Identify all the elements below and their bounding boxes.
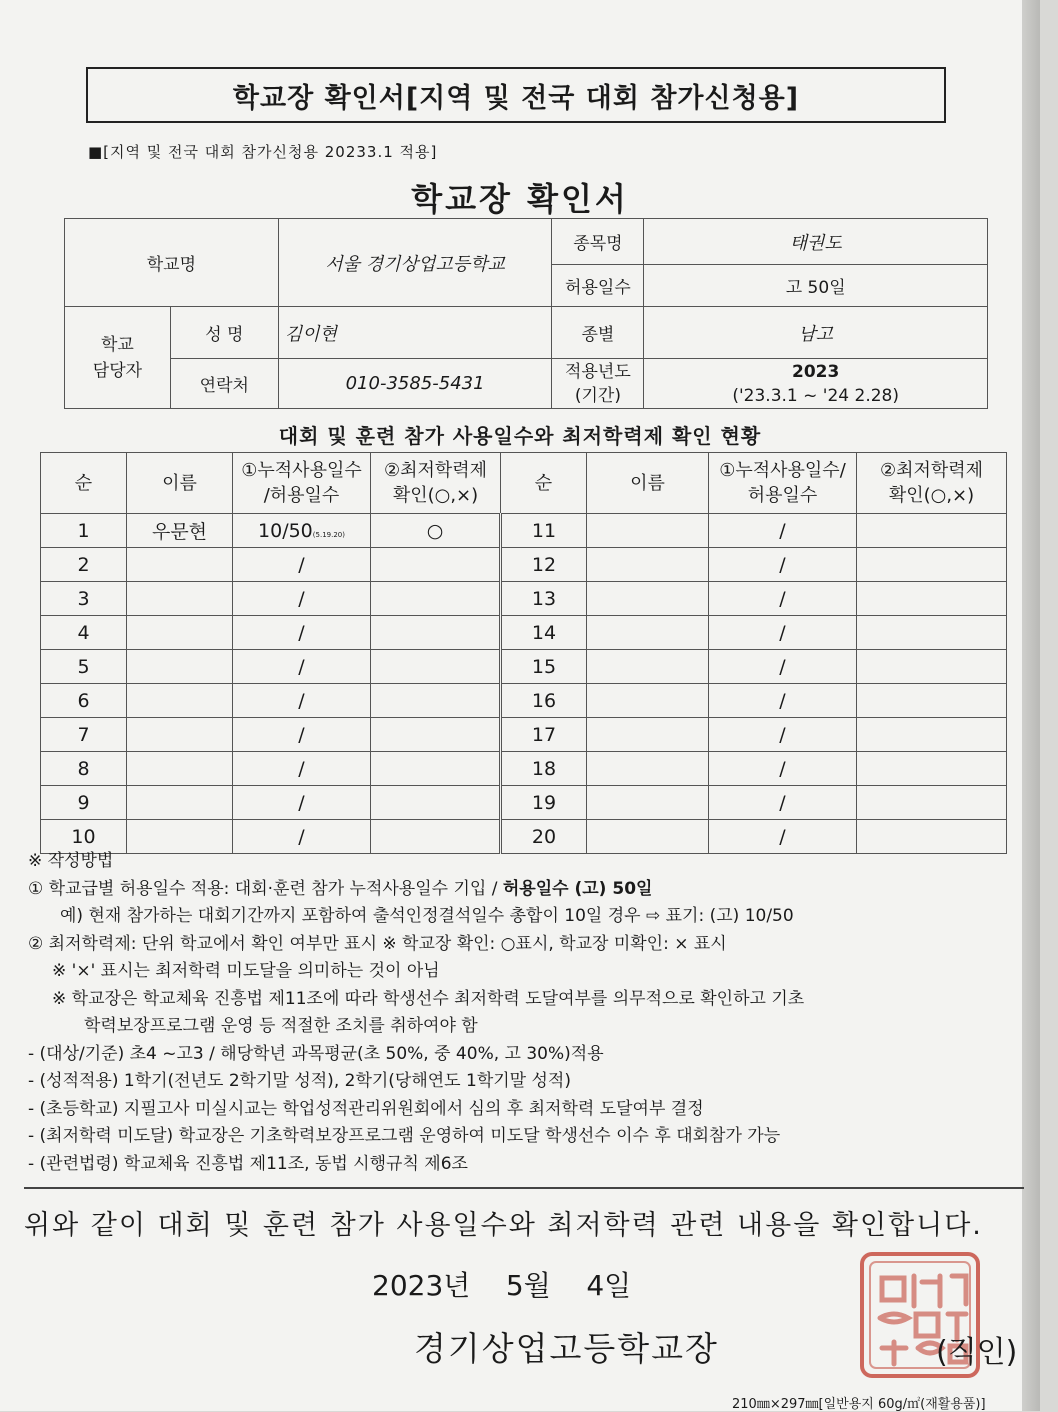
row-number-text: 18 bbox=[531, 757, 557, 780]
col-header: 순 bbox=[501, 453, 587, 514]
days-used-text: / bbox=[779, 689, 786, 712]
days-used-text: / bbox=[298, 689, 305, 712]
row-number-text: 14 bbox=[531, 621, 557, 644]
min-academic-check bbox=[857, 786, 1007, 820]
col-header: 순 bbox=[41, 453, 127, 514]
min-academic-check bbox=[371, 684, 501, 718]
manager-label: 학교 담당자 bbox=[65, 307, 171, 409]
table-row bbox=[41, 786, 1007, 820]
athlete-name bbox=[127, 684, 233, 718]
table-row bbox=[41, 752, 1007, 786]
table-row bbox=[41, 582, 1007, 616]
days-used-text: / bbox=[779, 757, 786, 780]
athlete-name bbox=[127, 650, 233, 684]
table-row bbox=[41, 718, 1007, 752]
sport-label: 종목명 bbox=[552, 219, 644, 265]
days-used-text: / bbox=[298, 587, 305, 610]
days-used bbox=[233, 548, 371, 582]
row-number bbox=[501, 718, 587, 752]
row-number bbox=[41, 548, 127, 582]
confirmation-statement: 위와 같이 대회 및 훈련 참가 사용일수와 최저학력 관련 내용을 확인합니다. bbox=[24, 1210, 983, 1241]
athlete-name bbox=[127, 752, 233, 786]
min-academic-check bbox=[857, 752, 1007, 786]
col-header: ②최저학력제 확인(○,×) bbox=[857, 453, 1007, 514]
guide-text: ① 학교급별 허용일수 적용: 대회·훈련 참가 누적사용일수 기입 / bbox=[28, 878, 498, 899]
min-academic-check-text: ○ bbox=[426, 519, 444, 542]
guide-item: ② 최저학력제: 단위 학교에서 확인 여부만 표시 ※ 학교장 확인: ○표시, 학교장 미확인: × 표시 bbox=[28, 933, 727, 954]
days-used-text: / bbox=[779, 519, 786, 542]
row-number-text: 19 bbox=[531, 791, 557, 814]
athlete-name bbox=[127, 616, 233, 650]
row-number bbox=[501, 650, 587, 684]
min-academic-check bbox=[371, 582, 501, 616]
year-value: 2023 bbox=[792, 361, 840, 382]
guide-item: - (초등학교) 지필고사 미실시교는 학업성적관리위원회에서 심의 후 최저학력 도달여부 결정 bbox=[28, 1098, 704, 1119]
col-header: ①누적사용일수/ 허용일수 bbox=[709, 453, 857, 514]
allowed-days-value: 고 50일 bbox=[644, 265, 988, 307]
min-academic-check bbox=[371, 752, 501, 786]
writing-guide bbox=[28, 848, 1028, 1178]
athlete-table bbox=[40, 452, 1007, 854]
days-used bbox=[709, 684, 857, 718]
guide-item: - (대상/기준) 초4 ~고3 / 해당학년 과목평균(초 50%, 중 40%, 고 30%)적용 bbox=[28, 1043, 604, 1064]
divider bbox=[24, 1187, 1024, 1189]
row-number bbox=[41, 514, 127, 548]
days-used-text: / bbox=[779, 791, 786, 814]
min-academic-check bbox=[857, 650, 1007, 684]
days-used bbox=[709, 582, 857, 616]
row-number bbox=[41, 718, 127, 752]
row-number-text: 11 bbox=[531, 519, 557, 542]
days-used bbox=[233, 582, 371, 616]
athlete-name-text: 우문현 bbox=[151, 521, 208, 543]
days-used bbox=[233, 616, 371, 650]
min-academic-check bbox=[371, 616, 501, 650]
min-academic-check bbox=[371, 548, 501, 582]
min-academic-check bbox=[857, 718, 1007, 752]
days-used bbox=[709, 548, 857, 582]
row-number-text: 20 bbox=[531, 825, 557, 848]
min-academic-check bbox=[371, 786, 501, 820]
row-number-text: 17 bbox=[531, 723, 557, 746]
athlete-name bbox=[587, 616, 709, 650]
days-used bbox=[233, 786, 371, 820]
year-label: 적용년도 (기간) bbox=[552, 359, 644, 409]
days-used bbox=[709, 514, 857, 548]
guide-item: ※ 학교장은 학교체육 진흥법 제11조에 따라 학생선수 최저학력 도달여부를 의무적으로 확인하고 기초 bbox=[52, 988, 805, 1009]
col-header: 이름 bbox=[127, 453, 233, 514]
school-name-value: 서울 경기상업고등학교 bbox=[278, 219, 552, 307]
days-used-text: / bbox=[779, 825, 786, 848]
min-academic-check bbox=[371, 514, 501, 548]
min-academic-check bbox=[857, 582, 1007, 616]
row-number-text: 1 bbox=[77, 519, 90, 542]
row-number bbox=[41, 650, 127, 684]
row-number bbox=[41, 582, 127, 616]
section-title: 대회 및 훈련 참가 사용일수와 최저학력제 확인 현황 bbox=[278, 424, 762, 448]
gender-label: 종별 bbox=[552, 307, 644, 359]
athlete-name bbox=[127, 514, 233, 548]
athlete-name bbox=[127, 548, 233, 582]
days-used-text: / bbox=[779, 587, 786, 610]
days-note: (5.19.20) bbox=[312, 530, 345, 539]
form-subnote: ■[지역 및 전국 대회 참가신청용 20233.1 적용] bbox=[88, 143, 438, 161]
row-number-text: 16 bbox=[531, 689, 557, 712]
athlete-name bbox=[587, 582, 709, 616]
row-number-text: 4 bbox=[77, 621, 90, 644]
athlete-name bbox=[587, 752, 709, 786]
athlete-name bbox=[127, 718, 233, 752]
year-cell bbox=[644, 359, 988, 409]
school-name-label: 학교명 bbox=[65, 219, 279, 307]
row-number bbox=[501, 514, 587, 548]
days-used-text: / bbox=[298, 825, 305, 848]
school-info-table bbox=[64, 218, 988, 409]
manager-name-label: 성 명 bbox=[170, 307, 278, 359]
allowed-days-label: 허용일수 bbox=[552, 265, 644, 307]
row-number bbox=[501, 786, 587, 820]
days-used-text: / bbox=[298, 655, 305, 678]
table-row bbox=[41, 616, 1007, 650]
row-number-text: 3 bbox=[77, 587, 90, 610]
athlete-name bbox=[587, 786, 709, 820]
col-header: 이름 bbox=[587, 453, 709, 514]
table-row bbox=[41, 514, 1007, 548]
days-used-text: / bbox=[779, 553, 786, 576]
days-used bbox=[709, 650, 857, 684]
days-used bbox=[233, 718, 371, 752]
manager-name-value: 김이현 bbox=[278, 307, 552, 359]
col-header: ①누적사용일수 /허용일수 bbox=[233, 453, 371, 514]
guide-heading: ※ 작성방법 bbox=[28, 851, 114, 871]
row-number-text: 5 bbox=[77, 655, 90, 678]
gender-value: 남고 bbox=[644, 307, 988, 359]
form-title-box: 학교장 확인서[지역 및 전국 대회 참가신청용] bbox=[86, 67, 946, 123]
days-used bbox=[233, 752, 371, 786]
row-number-text: 9 bbox=[77, 791, 90, 814]
row-number bbox=[41, 616, 127, 650]
days-used-text: / bbox=[298, 621, 305, 644]
table-header-row bbox=[41, 453, 1007, 514]
guide-item: - (관련법령) 학교체육 진흥법 제11조, 동법 시행규칙 제6조 bbox=[28, 1153, 468, 1174]
days-used-text: / bbox=[779, 655, 786, 678]
days-used-text: / bbox=[298, 723, 305, 746]
row-number bbox=[501, 548, 587, 582]
min-academic-check bbox=[857, 514, 1007, 548]
row-number-text: 8 bbox=[77, 757, 90, 780]
days-used-text: / bbox=[779, 723, 786, 746]
guide-emphasis: 허용일수 (고) 50일 bbox=[502, 878, 653, 899]
days-used bbox=[709, 752, 857, 786]
row-number-text: 12 bbox=[531, 553, 557, 576]
row-number-text: 7 bbox=[77, 723, 90, 746]
athlete-name bbox=[587, 718, 709, 752]
table-row bbox=[41, 650, 1007, 684]
row-number bbox=[501, 582, 587, 616]
guide-item bbox=[28, 876, 1028, 904]
min-academic-check bbox=[857, 684, 1007, 718]
days-used-text: / bbox=[298, 791, 305, 814]
row-number bbox=[41, 684, 127, 718]
row-number-text: 15 bbox=[531, 655, 557, 678]
days-used-text: / bbox=[298, 757, 305, 780]
guide-item: 학력보장프로그램 운영 등 적절한 조치를 취하여야 함 bbox=[84, 1016, 478, 1036]
row-number bbox=[501, 616, 587, 650]
row-number-text: 10 bbox=[71, 825, 96, 848]
paper-spec-footer: 210㎜×297㎜[일반용지 60g/㎡(재활용품)] bbox=[732, 1397, 986, 1412]
min-academic-check bbox=[857, 616, 1007, 650]
row-number-text: 6 bbox=[77, 689, 90, 712]
min-academic-check bbox=[857, 548, 1007, 582]
row-number bbox=[41, 752, 127, 786]
guide-item: - (성적적용) 1학기(전년도 2학기말 성적), 2학기(당해연도 1학기말 성적) bbox=[28, 1071, 571, 1091]
year-period: ('23.3.1 ~ '24 2.28) bbox=[732, 385, 899, 406]
days-used bbox=[233, 684, 371, 718]
row-number bbox=[501, 684, 587, 718]
guide-item: - (최저학력 미도달) 학교장은 기초학력보장프로그램 운영하여 미도달 학생선수 이수 후 대회참가 가능 bbox=[28, 1126, 781, 1146]
min-academic-check bbox=[371, 718, 501, 752]
sport-value: 태권도 bbox=[644, 219, 988, 265]
row-number-text: 13 bbox=[531, 587, 557, 610]
min-academic-check bbox=[371, 650, 501, 684]
row-number bbox=[41, 786, 127, 820]
page-title: 학교장 확인서 bbox=[411, 180, 629, 218]
days-used bbox=[233, 650, 371, 684]
issue-date: 2023년 5월 4일 bbox=[372, 1269, 632, 1302]
row-number bbox=[501, 752, 587, 786]
athlete-name bbox=[587, 548, 709, 582]
days-used bbox=[709, 616, 857, 650]
athlete-name bbox=[587, 514, 709, 548]
days-used-text: / bbox=[298, 553, 305, 576]
row-number-text: 2 bbox=[77, 553, 90, 576]
guide-item: ※ '×' 표시는 최저학력 미도달을 의미하는 것이 아님 bbox=[52, 961, 440, 981]
athlete-name bbox=[587, 684, 709, 718]
table-row bbox=[41, 684, 1007, 718]
col-header: ②최저학력제 확인(○,×) bbox=[371, 453, 501, 514]
days-used-text: / bbox=[779, 621, 786, 644]
contact-value: 010-3585-5431 bbox=[278, 359, 552, 409]
principal-title: 경기상업고등학교장 bbox=[414, 1329, 719, 1368]
athlete-name bbox=[127, 582, 233, 616]
table-row bbox=[41, 548, 1007, 582]
days-used-text: 10/50 bbox=[258, 519, 313, 542]
contact-label: 연락처 bbox=[170, 359, 278, 409]
seal-label: (직인) bbox=[936, 1335, 1018, 1370]
guide-item: 예) 현재 참가하는 대회기간까지 포함하여 출석인정결석일수 총합이 10일 경우 ⇨ 표기: (고) 10/50 bbox=[60, 906, 794, 926]
days-used bbox=[233, 514, 371, 548]
days-used bbox=[709, 718, 857, 752]
athlete-name bbox=[587, 650, 709, 684]
days-used bbox=[709, 786, 857, 820]
athlete-name bbox=[127, 786, 233, 820]
